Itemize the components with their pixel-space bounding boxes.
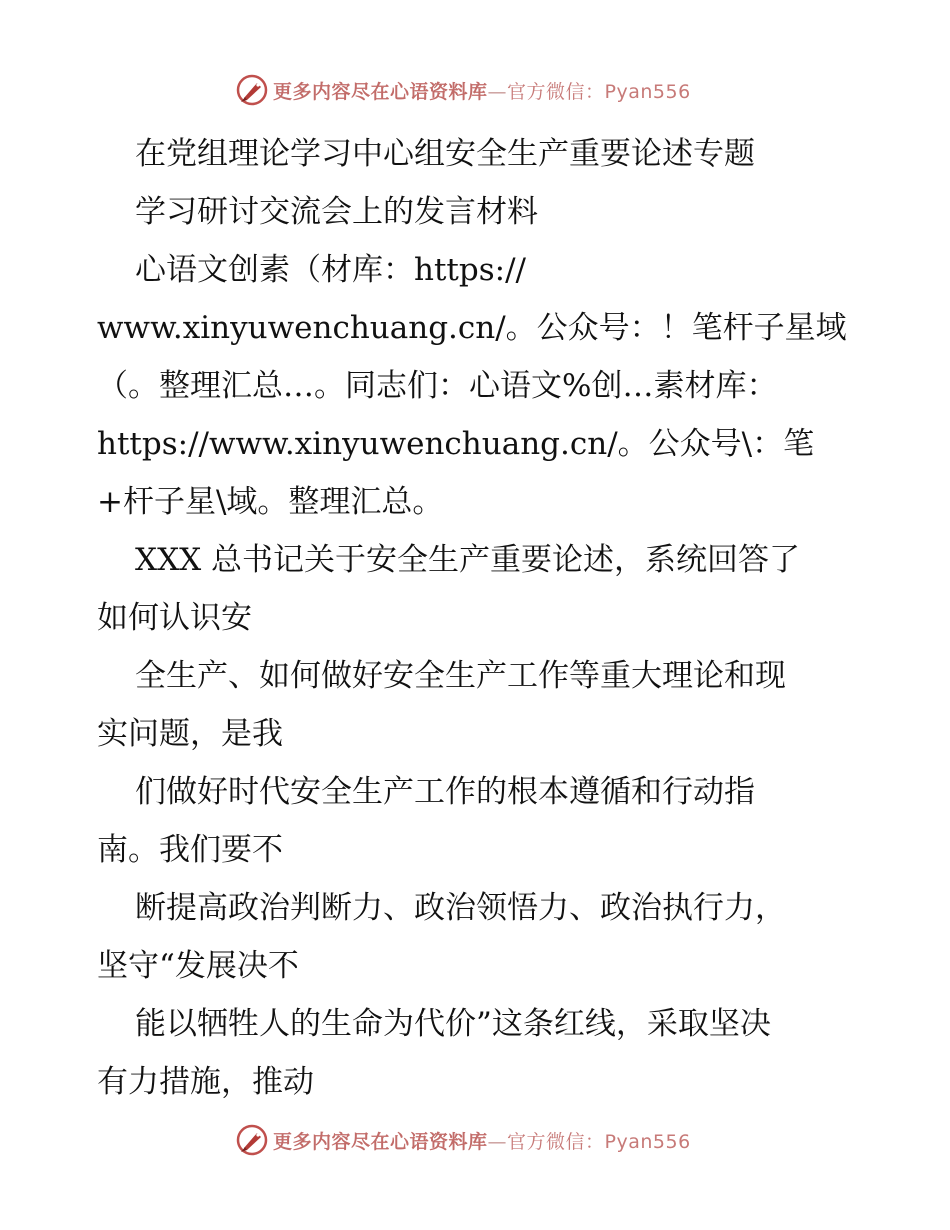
pen-nib-circle-icon (235, 1123, 269, 1157)
body-line: 心语文创素（材库：https:// (135, 252, 526, 288)
document-body (97, 125, 867, 1111)
body-line: https://www.xinyuwenchuang.cn/。公众号\：笔 (97, 426, 815, 462)
body-line: 有力措施，推动 (97, 1064, 314, 1100)
body-line: XXX 总书记关于安全生产重要论述，系统回答了 (135, 542, 801, 578)
watermark-label: 更多内容尽在心语资料库—官方微信：Pyan556 (273, 1130, 691, 1153)
watermark-header (235, 73, 691, 107)
body-line: 实问题，是我 (97, 716, 283, 752)
document-title-line1: 在党组理论学习中心组安全生产重要论述专题 (135, 136, 755, 172)
body-line: 断提高政治判断力、政治领悟力、政治执行力， (135, 890, 786, 926)
body-line: www.xinyuwenchuang.cn/。公众号：！笔杆子星域 (97, 310, 847, 346)
body-line: +杆子星\域。整理汇总。 (97, 484, 444, 520)
watermark-label: 更多内容尽在心语资料库—官方微信：Pyan556 (273, 80, 691, 103)
body-line: （。整理汇总…。同志们：心语文%创…素材库： (97, 368, 778, 404)
body-line: 南。我们要不 (97, 832, 283, 868)
body-line: 们做好时代安全生产工作的根本遵循和行动指 (135, 774, 755, 810)
body-line: 如何认识安 (97, 600, 252, 636)
body-line: 坚守“发展决不 (97, 948, 299, 984)
document-title-line2: 学习研讨交流会上的发言材料 (135, 194, 538, 230)
watermark-footer (235, 1123, 691, 1157)
body-line: 全生产、如何做好安全生产工作等重大理论和现 (135, 658, 786, 694)
pen-nib-circle-icon (235, 73, 269, 107)
body-line: 能以牺牲人的生命为代价”这条红线，采取坚决 (135, 1006, 771, 1042)
